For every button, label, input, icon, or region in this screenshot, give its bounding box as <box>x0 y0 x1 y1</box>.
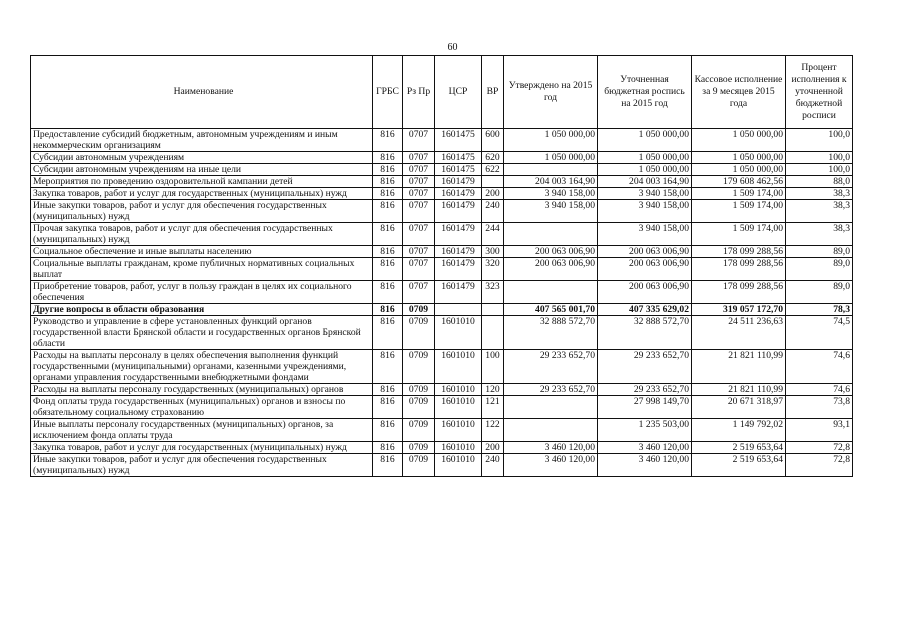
table-row <box>31 164 853 176</box>
cell-grbs: 816 <box>373 176 403 188</box>
cell-approved: 32 888 572,70 <box>504 316 598 350</box>
cell-vr: 200 <box>482 188 504 200</box>
cell-cash: 178 099 288,56 <box>692 258 786 281</box>
cell-grbs: 816 <box>373 200 403 223</box>
cell-grbs: 816 <box>373 281 403 304</box>
cell-rzpr: 0709 <box>403 316 435 350</box>
cell-refined: 1 235 503,00 <box>598 419 692 442</box>
cell-grbs: 816 <box>373 152 403 164</box>
cell-csr: 1601479 <box>435 223 482 246</box>
cell-approved: 1 050 000,00 <box>504 152 598 164</box>
cell-grbs: 816 <box>373 164 403 176</box>
cell-refined: 3 460 120,00 <box>598 442 692 454</box>
cell-percent: 100,0 <box>786 129 853 152</box>
cell-approved <box>504 281 598 304</box>
cell-cash: 1 050 000,00 <box>692 164 786 176</box>
cell-approved: 200 063 006,90 <box>504 258 598 281</box>
cell-approved <box>504 223 598 246</box>
cell-name: Другие вопросы в области образования <box>31 304 373 316</box>
cell-vr: 122 <box>482 419 504 442</box>
table-row <box>31 350 853 384</box>
cell-vr: 200 <box>482 442 504 454</box>
table-row <box>31 396 853 419</box>
cell-approved: 3 460 120,00 <box>504 442 598 454</box>
cell-name: Субсидии автономным учреждениям на иные цели <box>31 164 373 176</box>
cell-cash: 2 519 653,64 <box>692 442 786 454</box>
cell-refined: 3 460 120,00 <box>598 454 692 477</box>
cell-percent: 72,8 <box>786 442 853 454</box>
cell-cash: 21 821 110,99 <box>692 384 786 396</box>
cell-rzpr: 0707 <box>403 200 435 223</box>
cell-approved: 200 063 006,90 <box>504 246 598 258</box>
cell-cash: 1 509 174,00 <box>692 223 786 246</box>
header-percent: Процент исполнения к уточненной бюджетной росписи <box>786 56 853 129</box>
cell-grbs: 816 <box>373 258 403 281</box>
cell-name: Социальные выплаты гражданам, кроме публичных нормативных социальных выплат <box>31 258 373 281</box>
cell-refined: 29 233 652,70 <box>598 350 692 384</box>
cell-percent: 88,0 <box>786 176 853 188</box>
table-row <box>31 200 853 223</box>
cell-cash: 2 519 653,64 <box>692 454 786 477</box>
cell-vr: 600 <box>482 129 504 152</box>
cell-approved: 29 233 652,70 <box>504 384 598 396</box>
cell-cash: 179 608 462,56 <box>692 176 786 188</box>
cell-rzpr: 0707 <box>403 246 435 258</box>
table-row <box>31 246 853 258</box>
cell-csr: 1601010 <box>435 316 482 350</box>
table-row <box>31 129 853 152</box>
cell-cash: 1 050 000,00 <box>692 152 786 164</box>
header-approved: Утверждено на 2015 год <box>504 56 598 129</box>
cell-name: Фонд оплаты труда государственных (муниципальных) органов и взносы по обязательному социальному страхованию <box>31 396 373 419</box>
cell-cash: 319 057 172,70 <box>692 304 786 316</box>
cell-cash: 178 099 288,56 <box>692 281 786 304</box>
table-row <box>31 384 853 396</box>
cell-name: Закупка товаров, работ и услуг для государственных (муниципальных) нужд <box>31 442 373 454</box>
cell-grbs: 816 <box>373 223 403 246</box>
cell-refined: 27 998 149,70 <box>598 396 692 419</box>
header-grbs: ГРБС <box>373 56 403 129</box>
cell-refined: 3 940 158,00 <box>598 188 692 200</box>
cell-cash: 1 149 792,02 <box>692 419 786 442</box>
cell-percent: 38,3 <box>786 188 853 200</box>
cell-percent: 78,3 <box>786 304 853 316</box>
table-row <box>31 442 853 454</box>
cell-name: Расходы на выплаты персоналу в целях обеспечения выполнения функций государственными (муниципальными) органами, казенными учреждениями, органами управления государственными внебюджетными фондами <box>31 350 373 384</box>
cell-csr: 1601479 <box>435 188 482 200</box>
cell-vr: 244 <box>482 223 504 246</box>
cell-refined: 407 335 629,02 <box>598 304 692 316</box>
cell-refined: 32 888 572,70 <box>598 316 692 350</box>
cell-vr <box>482 316 504 350</box>
cell-percent: 93,1 <box>786 419 853 442</box>
table-row <box>31 176 853 188</box>
cell-grbs: 816 <box>373 384 403 396</box>
cell-refined: 204 003 164,90 <box>598 176 692 188</box>
cell-refined: 1 050 000,00 <box>598 129 692 152</box>
cell-name: Иные закупки товаров, работ и услуг для обеспечения государственных (муниципальных) нужд <box>31 200 373 223</box>
cell-csr: 1601010 <box>435 454 482 477</box>
cell-rzpr: 0707 <box>403 152 435 164</box>
cell-csr: 1601479 <box>435 258 482 281</box>
cell-cash: 20 671 318,97 <box>692 396 786 419</box>
page-number: 60 <box>447 42 458 53</box>
cell-refined: 200 063 006,90 <box>598 258 692 281</box>
cell-approved: 3 940 158,00 <box>504 188 598 200</box>
cell-cash: 1 050 000,00 <box>692 129 786 152</box>
cell-approved: 3 460 120,00 <box>504 454 598 477</box>
cell-name: Приобретение товаров, работ, услуг в пользу граждан в целях их социального обеспечения <box>31 281 373 304</box>
cell-name: Иные закупки товаров, работ и услуг для обеспечения государственных (муниципальных) нужд <box>31 454 373 477</box>
cell-percent: 38,3 <box>786 200 853 223</box>
cell-grbs: 816 <box>373 442 403 454</box>
cell-grbs: 816 <box>373 316 403 350</box>
table-row <box>31 316 853 350</box>
cell-rzpr: 0707 <box>403 129 435 152</box>
cell-approved: 3 940 158,00 <box>504 200 598 223</box>
cell-name: Прочая закупка товаров, работ и услуг для обеспечения государственных (муниципальных) нужд <box>31 223 373 246</box>
cell-vr: 100 <box>482 350 504 384</box>
cell-grbs: 816 <box>373 419 403 442</box>
table-row <box>31 152 853 164</box>
cell-percent: 100,0 <box>786 164 853 176</box>
table-row <box>31 304 853 316</box>
cell-grbs: 816 <box>373 350 403 384</box>
cell-csr: 1601479 <box>435 176 482 188</box>
cell-percent: 73,8 <box>786 396 853 419</box>
cell-csr: 1601475 <box>435 164 482 176</box>
cell-rzpr: 0707 <box>403 258 435 281</box>
cell-grbs: 816 <box>373 246 403 258</box>
cell-percent: 38,3 <box>786 223 853 246</box>
cell-percent: 72,8 <box>786 454 853 477</box>
cell-rzpr: 0707 <box>403 188 435 200</box>
cell-cash: 1 509 174,00 <box>692 200 786 223</box>
header-name: Наименование <box>31 56 373 129</box>
cell-vr: 300 <box>482 246 504 258</box>
cell-rzpr: 0707 <box>403 281 435 304</box>
cell-approved <box>504 396 598 419</box>
cell-csr: 1601010 <box>435 419 482 442</box>
cell-grbs: 816 <box>373 396 403 419</box>
cell-rzpr: 0709 <box>403 442 435 454</box>
cell-refined: 200 063 006,90 <box>598 281 692 304</box>
cell-refined: 3 940 158,00 <box>598 200 692 223</box>
cell-approved: 204 003 164,90 <box>504 176 598 188</box>
table-row <box>31 419 853 442</box>
cell-vr: 121 <box>482 396 504 419</box>
cell-csr: 1601479 <box>435 200 482 223</box>
cell-rzpr: 0707 <box>403 176 435 188</box>
cell-percent: 89,0 <box>786 246 853 258</box>
cell-name: Предоставление субсидий бюджетным, автономным учреждениям и иным некоммерческим организациям <box>31 129 373 152</box>
cell-vr: 323 <box>482 281 504 304</box>
cell-rzpr: 0709 <box>403 350 435 384</box>
cell-csr: 1601010 <box>435 396 482 419</box>
cell-rzpr: 0707 <box>403 223 435 246</box>
header-refined: Уточненная бюджетная роспись на 2015 год <box>598 56 692 129</box>
cell-percent: 100,0 <box>786 152 853 164</box>
table-row <box>31 454 853 477</box>
cell-cash: 178 099 288,56 <box>692 246 786 258</box>
table-row <box>31 258 853 281</box>
budget-table <box>30 55 853 477</box>
cell-name: Расходы на выплаты персоналу государственных (муниципальных) органов <box>31 384 373 396</box>
cell-vr: 240 <box>482 200 504 223</box>
cell-cash: 24 511 236,63 <box>692 316 786 350</box>
cell-approved: 29 233 652,70 <box>504 350 598 384</box>
cell-name: Иные выплаты персоналу государственных (муниципальных) органов, за исключением фонда оплаты труда <box>31 419 373 442</box>
cell-percent: 74,6 <box>786 350 853 384</box>
cell-percent: 89,0 <box>786 281 853 304</box>
cell-grbs: 816 <box>373 454 403 477</box>
table-row <box>31 281 853 304</box>
cell-vr <box>482 176 504 188</box>
cell-name: Закупка товаров, работ и услуг для государственных (муниципальных) нужд <box>31 188 373 200</box>
header-rzpr: Рз Пр <box>403 56 435 129</box>
cell-name: Социальное обеспечение и иные выплаты населению <box>31 246 373 258</box>
header-cash: Кассовое исполнение за 9 месяцев 2015 года <box>692 56 786 129</box>
cell-grbs: 816 <box>373 304 403 316</box>
cell-csr <box>435 304 482 316</box>
cell-rzpr: 0709 <box>403 396 435 419</box>
header-vr: ВР <box>482 56 504 129</box>
cell-grbs: 816 <box>373 129 403 152</box>
cell-name: Руководство и управление в сфере установленных функций органов государственной власти Брянской области и государственных органов Брянской области <box>31 316 373 350</box>
cell-csr: 1601010 <box>435 350 482 384</box>
cell-csr: 1601475 <box>435 152 482 164</box>
cell-name: Мероприятия по проведению оздоровительной кампании детей <box>31 176 373 188</box>
table-row <box>31 188 853 200</box>
cell-approved <box>504 164 598 176</box>
cell-refined: 1 050 000,00 <box>598 152 692 164</box>
cell-approved <box>504 419 598 442</box>
cell-approved: 407 565 001,70 <box>504 304 598 316</box>
table-body <box>31 129 853 477</box>
cell-rzpr: 0707 <box>403 164 435 176</box>
cell-cash: 21 821 110,99 <box>692 350 786 384</box>
cell-rzpr: 0709 <box>403 419 435 442</box>
cell-vr: 620 <box>482 152 504 164</box>
cell-percent: 74,5 <box>786 316 853 350</box>
cell-vr: 320 <box>482 258 504 281</box>
cell-csr: 1601010 <box>435 442 482 454</box>
cell-rzpr: 0709 <box>403 454 435 477</box>
cell-refined: 29 233 652,70 <box>598 384 692 396</box>
cell-csr: 1601479 <box>435 281 482 304</box>
table-header-row <box>31 56 853 129</box>
cell-vr: 240 <box>482 454 504 477</box>
cell-percent: 89,0 <box>786 258 853 281</box>
table-row <box>31 223 853 246</box>
cell-percent: 74,6 <box>786 384 853 396</box>
cell-csr: 1601475 <box>435 129 482 152</box>
cell-rzpr: 0709 <box>403 384 435 396</box>
cell-refined: 200 063 006,90 <box>598 246 692 258</box>
cell-rzpr: 0709 <box>403 304 435 316</box>
cell-refined: 1 050 000,00 <box>598 164 692 176</box>
cell-csr: 1601010 <box>435 384 482 396</box>
cell-csr: 1601479 <box>435 246 482 258</box>
header-csr: ЦСР <box>435 56 482 129</box>
cell-grbs: 816 <box>373 188 403 200</box>
cell-cash: 1 509 174,00 <box>692 188 786 200</box>
cell-refined: 3 940 158,00 <box>598 223 692 246</box>
cell-vr <box>482 304 504 316</box>
cell-name: Субсидии автономным учреждениям <box>31 152 373 164</box>
cell-vr: 622 <box>482 164 504 176</box>
cell-vr: 120 <box>482 384 504 396</box>
cell-approved: 1 050 000,00 <box>504 129 598 152</box>
